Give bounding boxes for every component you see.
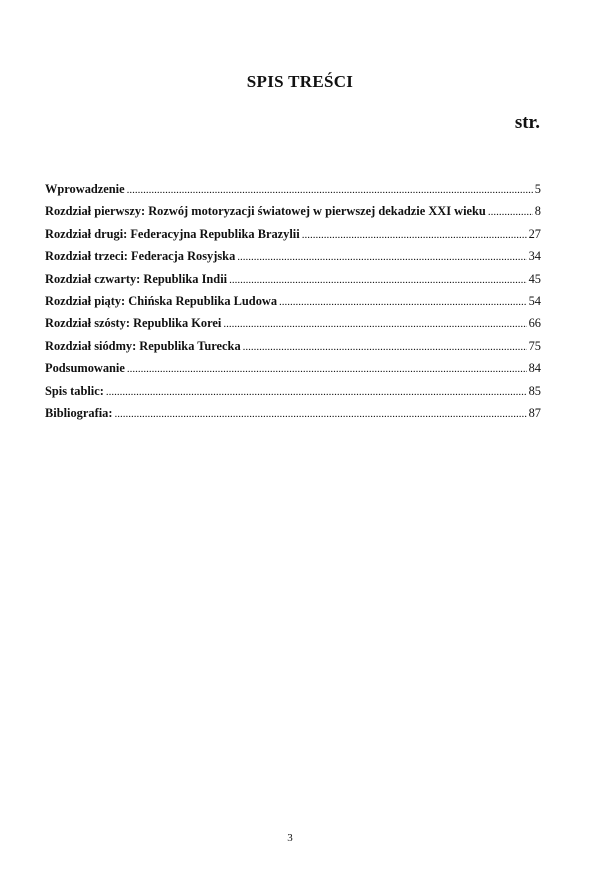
toc-entry-label: Rozdział czwarty: Republika Indii [45, 271, 228, 286]
toc-entry-label: Rozdział trzeci: Federacja Rosyjska [45, 249, 236, 264]
toc-entry [45, 380, 541, 402]
toc-entry [45, 357, 541, 379]
toc-entry-page: 27 [528, 226, 541, 241]
toc-leader-dots [279, 291, 527, 312]
toc-leader-dots [127, 358, 527, 379]
toc-entry [45, 223, 541, 245]
toc-entry-label: Wprowadzenie [45, 182, 125, 196]
page-column-label: str. [514, 112, 540, 133]
toc-entry-label: Rozdział piąty: Chińska Republika Ludowa [45, 293, 278, 308]
toc-entry-page: 84 [528, 361, 541, 376]
toc-entry-page: 75 [528, 338, 541, 353]
toc-leader-dots [229, 269, 527, 290]
toc-entry [45, 178, 541, 200]
toc-entry-label: Bibliografia: [45, 405, 113, 420]
toc-entry [45, 290, 541, 312]
toc-entry-page: 45 [528, 271, 541, 286]
toc-entry-page: 54 [528, 293, 541, 308]
toc-leader-dots [237, 246, 526, 267]
toc-leader-dots [106, 381, 527, 402]
toc-entry-page: 34 [528, 249, 541, 264]
toc-entry-page: 8 [534, 204, 541, 219]
page-number: 3 [287, 832, 293, 844]
toc-leader-dots [302, 224, 527, 245]
toc-leader-dots [243, 336, 527, 357]
toc-entry-label: Rozdział drugi: Federacyjna Republika Brazylii [45, 226, 300, 241]
toc-leader-dots [114, 403, 526, 424]
toc-entry-page: 87 [528, 405, 541, 420]
toc-entry-label: Rozdział szósty: Republika Korei [45, 316, 222, 331]
toc-entry-label: Spis tablic: [45, 383, 104, 398]
toc-entry-page: 5 [534, 182, 541, 196]
toc-leader-dots [127, 179, 533, 200]
page-title: SPIS TREŚCI [246, 72, 354, 91]
toc-entry [45, 335, 541, 357]
toc-entry-page: 66 [528, 316, 541, 331]
toc-entry [45, 402, 541, 424]
table-of-contents [45, 178, 541, 424]
toc-entry-page: 85 [528, 383, 541, 398]
toc-entry [45, 268, 541, 290]
toc-entry-label: Podsumowanie [45, 361, 125, 376]
toc-leader-dots [488, 201, 533, 222]
toc-entry [45, 200, 541, 222]
toc-entry [45, 312, 541, 334]
toc-entry-label: Rozdział siódmy: Republika Turecka [45, 338, 241, 353]
toc-entry [45, 245, 541, 267]
toc-entry-label: Rozdział pierwszy: Rozwój motoryzacji światowej w pierwszej dekadzie XXI wieku [45, 204, 486, 219]
toc-leader-dots [223, 313, 526, 334]
